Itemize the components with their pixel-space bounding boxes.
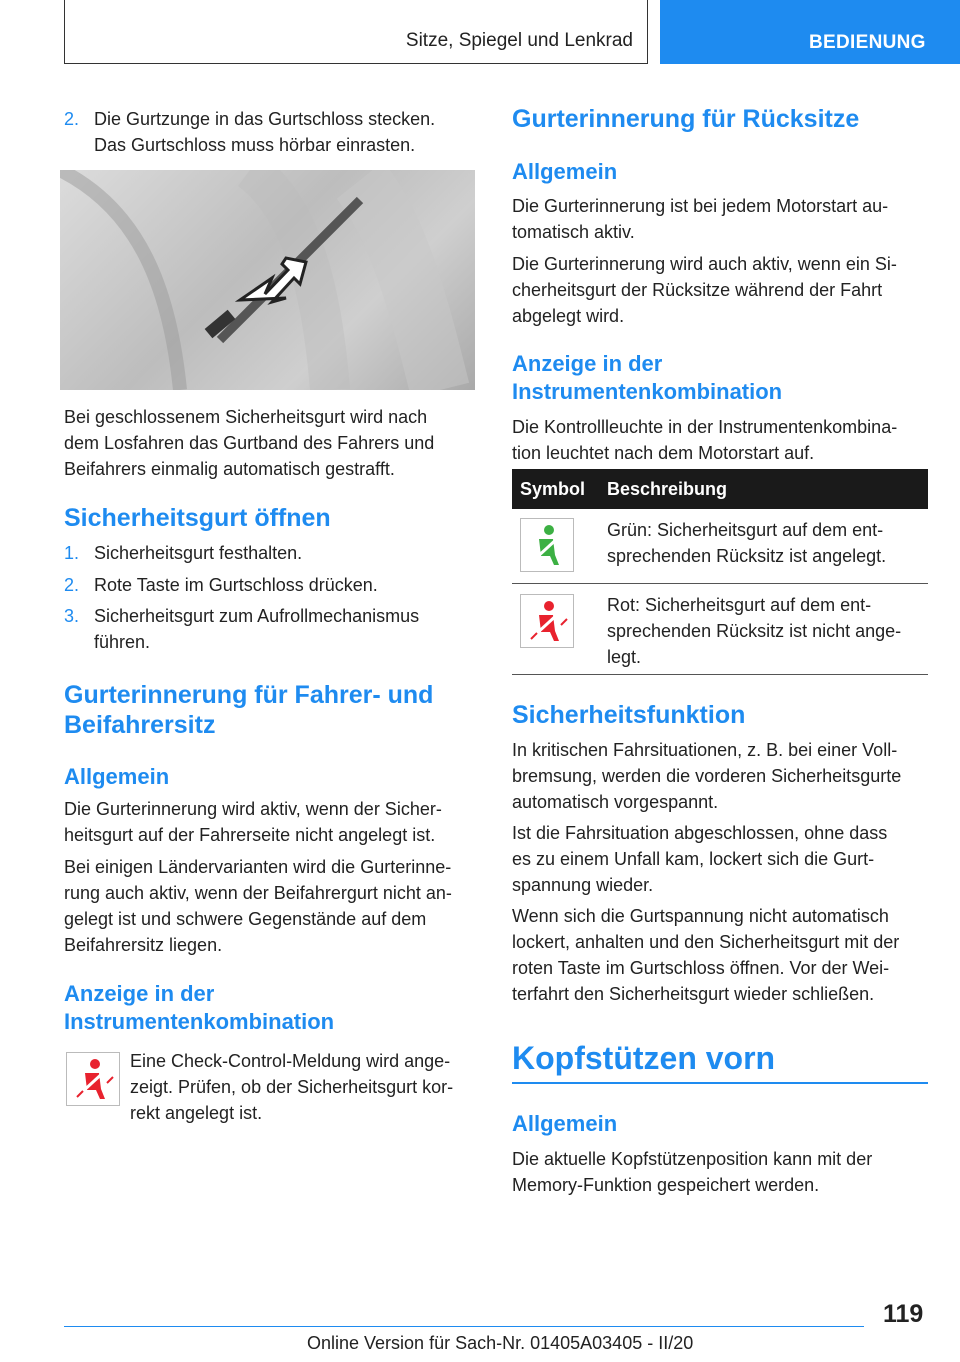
red-seatbelt-warning-icon: [66, 1052, 120, 1106]
chapter-label: BEDIENUNG: [809, 32, 926, 53]
table-row: Grün: Sicherheitsgurt auf dem ent- sprechenden Rücksitz ist angelegt.: [607, 520, 887, 566]
footer-rule: [64, 1326, 864, 1327]
column-header-symbol: Symbol: [520, 479, 586, 499]
green-seatbelt-icon: [520, 518, 574, 572]
open-steps-list: [64, 540, 484, 655]
list-item: 1. Sicherheitsgurt festhalten.: [64, 543, 303, 563]
step-text: Die Gurtzunge in das Gurtschloss stecken.: [94, 109, 436, 129]
heading-headrests: Kopfstützen vorn: [512, 1040, 776, 1076]
red-seatbelt-icon: [520, 594, 574, 648]
list-item: 2. Rote Taste im Gurtschloss drücken.: [64, 575, 378, 595]
paragraph-headrest: Die aktuelle Kopfstützenposition kann mit der Memory-Funktion gespeichert werden.: [512, 1149, 873, 1195]
table-divider: [512, 674, 928, 675]
heading-safety-function: Sicherheitsfunktion: [512, 701, 746, 729]
heading-driver-reminder: Gurterinnerung für Fahrer- und Beifahrersitz: [64, 681, 434, 739]
display-text: Eine Check-Control-Meldung wird ange- zeigt. Prüfen, ob der Sicherheitsgurt kor- rekt angelegt ist.: [130, 1051, 454, 1123]
paragraph-general-1: Die Gurterinnerung wird aktiv, wenn der Sicher- heitsgurt auf der Fahrerseite nicht angelegt ist.: [64, 799, 442, 845]
paragraph-rear-general-1: Die Gurterinnerung ist bei jedem Motorstart au- tomatisch aktiv.: [512, 196, 889, 242]
paragraph-general-2: Bei einigen Ländervarianten wird die Gurterinne- rung auch aktiv, wenn der Beifahrergurt nicht an- gelegt ist und schwere Gegenstände auf dem Beifahrersitz liegen.: [64, 857, 452, 955]
paragraph-rear-display: Die Kontrollleuchte in der Instrumentenkombina- tion leuchtet nach dem Motorstart auf.: [512, 417, 898, 463]
step-text: Das Gurtschloss muss hörbar einrasten.: [94, 135, 416, 155]
heading-underline: [512, 1082, 928, 1084]
chapter-tab[interactable]: [660, 0, 960, 64]
header-section-box: [64, 0, 648, 64]
heading-general: Allgemein: [512, 159, 618, 184]
paragraph-tensioning: Bei geschlossenem Sicherheitsgurt wird nach dem Losfahren das Gurtband des Fahrers und Beifahrers einmalig automatisch gestrafft.: [64, 407, 435, 479]
column-header-description: Beschreibung: [607, 479, 728, 499]
table-row: Rot: Sicherheitsgurt auf dem ent- sprechenden Rücksitz ist nicht ange- legt.: [607, 595, 902, 667]
footer-online-version: Online Version für Sach-Nr. 01405A03405 - II/20: [307, 1333, 694, 1353]
list-item: 3. Sicherheitsgurt zum Aufrollmechanismus führen.: [64, 606, 420, 652]
table-divider: [512, 583, 928, 584]
table-header: [512, 469, 928, 509]
heading-rear-display: Anzeige in der Instrumentenkombination: [512, 351, 783, 404]
photo-illustration: [60, 170, 475, 390]
paragraph-safety-3: Wenn sich die Gurtspannung nicht automatisch lockert, anhalten und den Sicherheitsgurt mit der roten Taste im Gurtschloss öffnen. Vor der Wei- terfahrt den Sicherheitsgurt wieder schließen.: [512, 906, 900, 1004]
heading-open-seatbelt: Sicherheitsgurt öffnen: [64, 504, 331, 532]
heading-display: Anzeige in der Instrumentenkombination: [64, 981, 335, 1034]
paragraph-rear-general-2: Die Gurterinnerung wird auch aktiv, wenn ein Si- cherheitsgurt der Rücksitze während der Fahrt abgelegt wird.: [512, 254, 897, 326]
page-number: 119: [883, 1300, 924, 1328]
heading-general: Allgemein: [512, 1111, 618, 1136]
heading-general: Allgemein: [64, 764, 170, 789]
paragraph-safety-2: Ist die Fahrsituation abgeschlossen, ohne dass es zu einem Unfall kam, lockert sich die Gurt- spannung wieder.: [512, 823, 888, 895]
section-title: Sitze, Spiegel und Lenkrad: [405, 30, 633, 51]
seatbelt-buckle-photo: [60, 170, 475, 390]
heading-rear-reminder: Gurterinnerung für Rücksitze: [512, 105, 860, 133]
step-2: [64, 106, 484, 158]
paragraph-safety-1: In kritischen Fahrsituationen, z. B. bei einer Voll- bremsung, werden die vorderen Sicherheitsgurte automatisch vorgespannt.: [512, 740, 902, 812]
step-number: 2.: [64, 109, 80, 129]
